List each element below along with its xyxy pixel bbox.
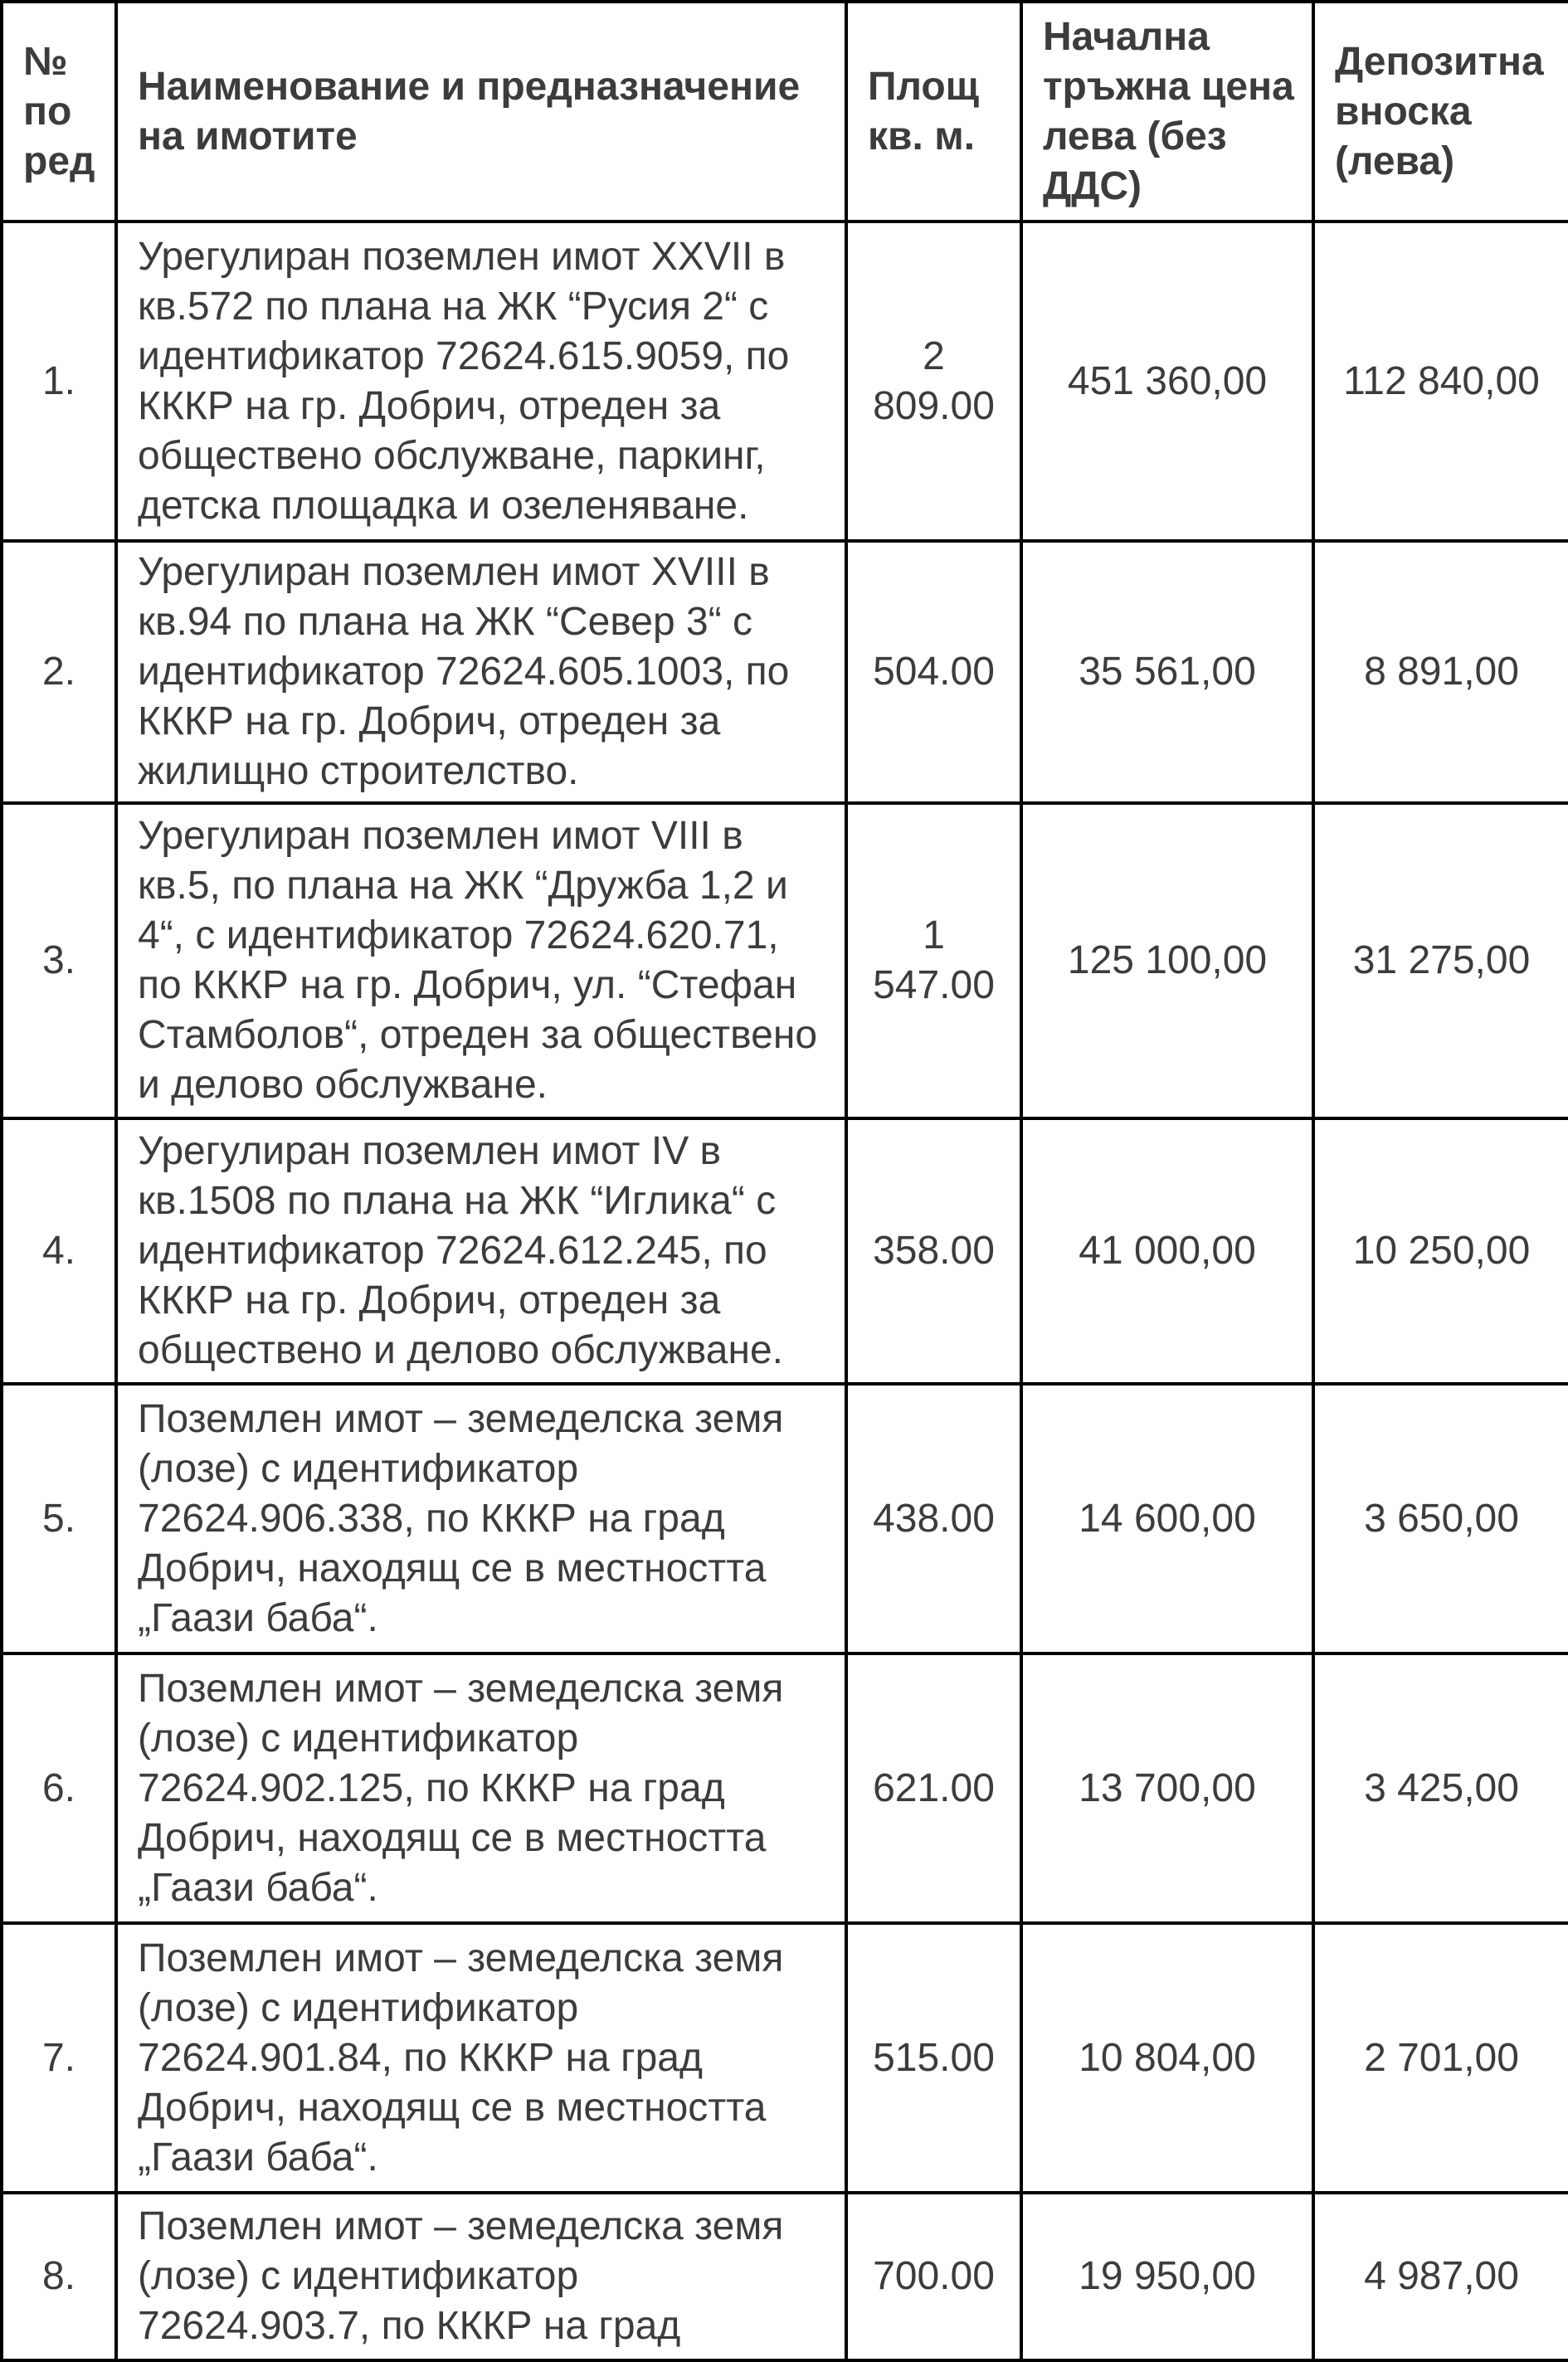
- header-description: Наименование и предназначение на имотите: [116, 2, 846, 222]
- start-price-cell: 35 561,00: [1021, 541, 1313, 803]
- header-area: Площ кв. м.: [846, 2, 1021, 222]
- table-row: [2, 222, 1568, 541]
- table-row: [2, 541, 1568, 803]
- property-description-cell: Поземлен имот – земеделска земя (лозе) с идентификатор 72624.903.7, по КККР на град: [116, 2193, 846, 2360]
- row-number-cell: 1.: [2, 222, 116, 541]
- deposit-cell: 112 840,00: [1313, 222, 1568, 541]
- property-description-cell: Урегулиран поземлен имот XVIII в кв.94 по плана на ЖК “Север 3“ с идентификатор 72624.605.1003, по КККР на гр. Добрич, отреден за жилищно строителство.: [116, 541, 846, 803]
- deposit-cell: 3 650,00: [1313, 1384, 1568, 1653]
- property-description-cell: Урегулиран поземлен имот XXVII в кв.572 по плана на ЖК “Русия 2“ с идентификатор 72624.615.9059, по КККР на гр. Добрич, отреден за обществено обслужване, паркинг, детска площадка и озеленяване.: [116, 222, 846, 541]
- area-cell: 1 547.00: [846, 803, 1021, 1118]
- property-description-cell: Урегулиран поземлен имот IV в кв.1508 по плана на ЖК “Иглика“ с идентификатор 72624.612.245, по КККР на гр. Добрич, отреден за обществено и делово обслужване.: [116, 1118, 846, 1384]
- area-cell: 358.00: [846, 1118, 1021, 1384]
- start-price-cell: 10 804,00: [1021, 1923, 1313, 2193]
- row-number-cell: 2.: [2, 541, 116, 803]
- property-description-cell: Поземлен имот – земеделска земя (лозе) с идентификатор 72624.906.338, по КККР на град Добрич, находящ се в местността „Гаази баба“.: [116, 1384, 846, 1653]
- deposit-cell: 3 425,00: [1313, 1653, 1568, 1923]
- header-start-price: Начална тръжна цена лева (без ДДС): [1021, 2, 1313, 222]
- row-number-cell: 6.: [2, 1653, 116, 1923]
- row-number-cell: 7.: [2, 1923, 116, 2193]
- row-number-cell: 3.: [2, 803, 116, 1118]
- deposit-cell: 10 250,00: [1313, 1118, 1568, 1384]
- start-price-cell: 125 100,00: [1021, 803, 1313, 1118]
- start-price-cell: 451 360,00: [1021, 222, 1313, 541]
- table-row: [2, 803, 1568, 1118]
- table-header-row: [2, 2, 1568, 222]
- start-price-cell: 19 950,00: [1021, 2193, 1313, 2360]
- area-cell: 700.00: [846, 2193, 1021, 2360]
- row-number-cell: 4.: [2, 1118, 116, 1384]
- deposit-cell: 2 701,00: [1313, 1923, 1568, 2193]
- property-description-cell: Поземлен имот – земеделска земя (лозе) с идентификатор 72624.902.125, по КККР на град Добрич, находящ се в местността „Гаази баба“.: [116, 1653, 846, 1923]
- row-number-cell: 8.: [2, 2193, 116, 2360]
- table-row: [2, 1118, 1568, 1384]
- table-row: [2, 1384, 1568, 1653]
- table-row: [2, 1923, 1568, 2193]
- property-description-cell: Поземлен имот – земеделска земя (лозе) с идентификатор 72624.901.84, по КККР на град Добрич, находящ се в местността „Гаази баба“.: [116, 1923, 846, 2193]
- row-number-cell: 5.: [2, 1384, 116, 1653]
- header-deposit: Депозитна вноска (лева): [1313, 2, 1568, 222]
- start-price-cell: 41 000,00: [1021, 1118, 1313, 1384]
- start-price-cell: 13 700,00: [1021, 1653, 1313, 1923]
- area-cell: 2 809.00: [846, 222, 1021, 541]
- area-cell: 504.00: [846, 541, 1021, 803]
- area-cell: 438.00: [846, 1384, 1021, 1653]
- area-cell: 515.00: [846, 1923, 1021, 2193]
- table-row: [2, 2193, 1568, 2360]
- property-description-cell: Урегулиран поземлен имот VIII в кв.5, по плана на ЖК “Дружба 1,2 и 4“, с идентификатор 72624.620.71, по КККР на гр. Добрич, ул. “Стефан Стамболов“, отреден за обществено и делово обслужване.: [116, 803, 846, 1118]
- deposit-cell: 4 987,00: [1313, 2193, 1568, 2360]
- header-row-number: № по ред: [2, 2, 116, 222]
- start-price-cell: 14 600,00: [1021, 1384, 1313, 1653]
- table-row: [2, 1653, 1568, 1923]
- area-cell: 621.00: [846, 1653, 1021, 1923]
- deposit-cell: 31 275,00: [1313, 803, 1568, 1118]
- deposit-cell: 8 891,00: [1313, 541, 1568, 803]
